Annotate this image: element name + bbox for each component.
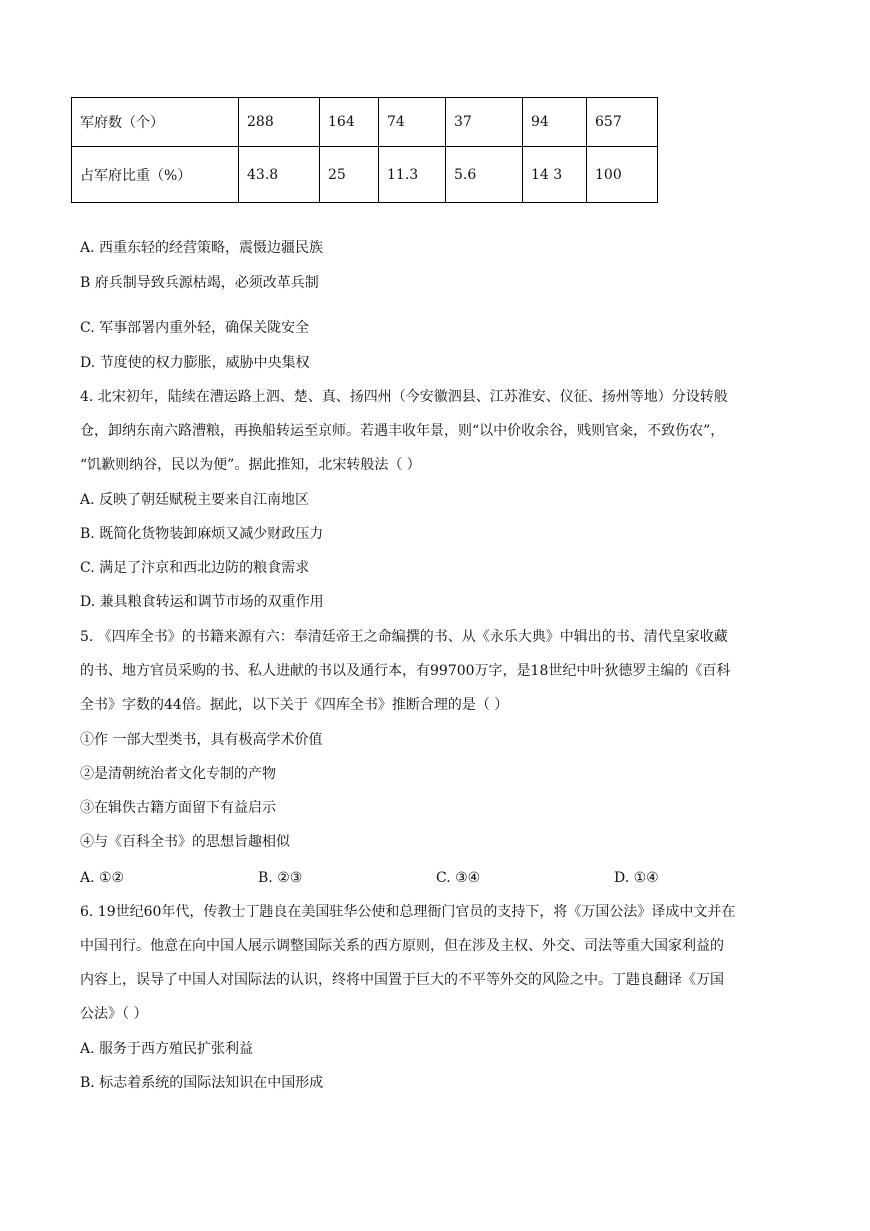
q3-option-c: C. 军事部署内重外轻，确保关陇安全 [80, 320, 310, 336]
q4-option-b: B. 既简化货物装卸麻烦又减少财政压力 [80, 526, 324, 542]
q5-statement-2: ②是清朝统治者文化专制的产物 [80, 766, 276, 782]
q6-stem-line-3: 内容上，误导了中国人对国际法的认识，终将中国置于巨大的不平等外交的风险之中。丁韪良翻译《万国 [80, 972, 724, 988]
table-cell: 11.3 [379, 147, 446, 203]
q5-statement-1: ①作 一部大型类书，具有极高学术价值 [80, 732, 323, 748]
table-cell: 14 3 [523, 147, 587, 203]
q4-option-a: A. 反映了朝廷赋税主要来自江南地区 [80, 492, 310, 508]
q3-option-b: B 府兵制导致兵源枯竭，必须改革兵制 [80, 275, 319, 291]
table-row [72, 98, 658, 147]
q5-option-b: B. ②③ [258, 870, 303, 886]
table-cell: 5.6 [446, 147, 523, 203]
q6-stem-line-1: 6. 19世纪60年代，传教士丁韪良在美国驻华公使和总理衙门官员的支持下，将《万国公法》译成中文并在 [80, 904, 736, 920]
table-cell: 288 [239, 98, 320, 147]
q5-option-a: A. ①② [80, 870, 125, 886]
table-cell: 占军府比重（%） [72, 147, 239, 203]
q4-stem-line-2: 仓，卸纳东南六路漕粮，再换船转运至京师。若遇丰收年景，则“以中价收余谷，贱则官籴，不致伤农”， [80, 423, 725, 439]
q4-option-d: D. 兼具粮食转运和调节市场的双重作用 [80, 594, 324, 610]
table-cell: 军府数（个） [72, 98, 239, 147]
table-cell: 657 [587, 98, 658, 147]
table-cell: 94 [523, 98, 587, 147]
table-cell: 37 [446, 98, 523, 147]
q6-option-b: B. 标志着系统的国际法知识在中国形成 [80, 1075, 324, 1091]
q5-options [80, 868, 780, 888]
q5-statement-3: ③在辑佚古籍方面留下有益启示 [80, 800, 276, 816]
q5-statement-4: ④与《百科全书》的思想旨趣相似 [80, 834, 290, 850]
q5-stem-line-2: 的书、地方官员采购的书、私人进献的书以及通行本，有99700万字，是18世纪中叶狄德罗主编的《百科 [80, 663, 731, 679]
q6-option-a: A. 服务于西方殖民扩张利益 [80, 1041, 254, 1057]
q6-stem-line-4: 公法》（ ） [80, 1006, 148, 1022]
q3-option-d: D. 节度使的权力膨胀，威胁中央集权 [80, 355, 310, 371]
q6-stem-line-2: 中国刊行。他意在向中国人展示调整国际关系的西方原则，但在涉及主权、外交、司法等重大国家利益的 [80, 938, 724, 954]
q4-stem-line-3: “饥歉则纳谷，民以为便”。据此推知，北宋转般法（ ） [80, 457, 421, 473]
military-stats-table [71, 97, 658, 203]
q3-option-a: A. 西重东轻的经营策略，震慑边疆民族 [80, 240, 324, 256]
table-cell: 25 [320, 147, 379, 203]
q5-stem-line-1: 5. 《四库全书》的书籍来源有六：奉清廷帝王之命编撰的书、从《永乐大典》中辑出的书、清代皇家收藏 [80, 629, 728, 645]
q4-stem-line-1: 4. 北宋初年，陆续在漕运路上泗、楚、真、扬四州（今安徽泗县、江苏淮安、仪征、扬州等地）分设转般 [80, 389, 728, 405]
table-cell: 100 [587, 147, 658, 203]
q4-option-c: C. 满足了汴京和西北边防的粮食需求 [80, 560, 310, 576]
q5-option-d: D. ①④ [614, 870, 659, 886]
table-row [72, 147, 658, 203]
table-cell: 74 [379, 98, 446, 147]
q5-stem-line-3: 全书》字数的44倍。据此，以下关于《四库全书》推断合理的是（ ） [80, 697, 509, 713]
table-cell: 164 [320, 98, 379, 147]
q5-option-c: C. ③④ [436, 870, 481, 886]
table-cell: 43.8 [239, 147, 320, 203]
